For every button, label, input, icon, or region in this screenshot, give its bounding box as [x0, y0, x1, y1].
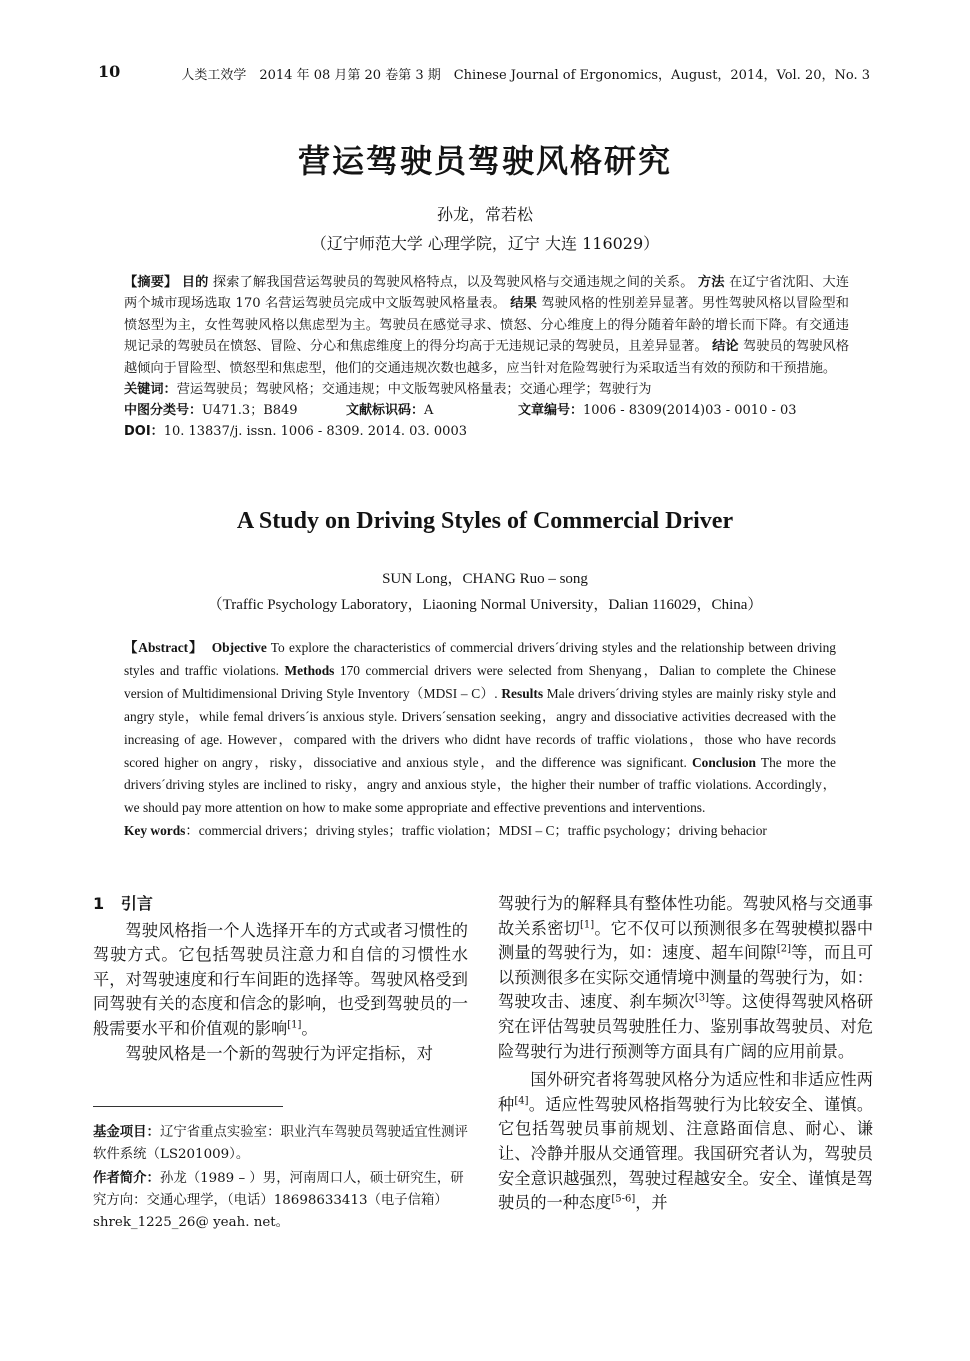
paragraph: [93, 919, 468, 1042]
doi-value: 10. 13837/j. issn. 1006 - 8309. 2014. 03. 0003: [163, 424, 467, 440]
doi-label: DOI：: [124, 424, 164, 440]
journal-info: 人类工效学 2014 年 08 月第 20 卷第 3 期 Chinese Journal of Ergonomics，August，2014，Vol. 20，No. 3: [181, 68, 870, 83]
fund-text: 辽宁省重点实验室：职业汽车驾驶员驾驶适宜性测评软件系统（LS201009）。: [93, 1125, 468, 1162]
conclusion-en: The more the drivers´driving styles are inclined to risky，angry and anxious style，the higher their number of traffic violations. Accordingly，we should pay more attention on how to make some appropriate and effective preventions and interventions.: [124, 754, 836, 816]
objective-en: To explore the characteristics of commercial drivers´driving styles and the relationship between driving styles and traffic violations.: [124, 640, 836, 678]
keywords-cn: [124, 379, 849, 400]
citation: [1]: [287, 1019, 302, 1031]
authors-chinese: 孙龙，常若松: [436, 205, 533, 224]
clc-value: U471.3；B849: [202, 403, 298, 419]
article-no-label: 文章编号：: [518, 403, 584, 419]
fund-label: 基金项目：: [93, 1125, 160, 1140]
authors-english: SUN Long，CHANG Ruo – song: [382, 571, 588, 587]
objective-cn: 探索了解我国营运驾驶员的驾驶风格特点，以及驾驶风格与交通违规之间的关系。: [212, 275, 694, 290]
paragraph-text: 国外研究者将驾驶风格分为适应性和非适应性两种: [498, 1070, 873, 1114]
author-label: 作者简介：: [93, 1171, 160, 1186]
abstract-english: [124, 637, 836, 843]
methods-cn-label: 方法: [697, 275, 725, 290]
author-text: 孙龙（1989 – ）男，河南周口人，硕士研究生，研究方向：交通心理学，（电话）18698633413（电子信箱）shrek_1225_26@ yeah. net。: [93, 1171, 464, 1230]
objective-cn-label: 目的: [181, 275, 209, 290]
page-number: 10: [98, 62, 121, 81]
article-no-value: 1006 - 8309(2014)03 - 0010 - 03: [583, 403, 797, 419]
body-column-left: [93, 892, 468, 1066]
doc-code-label: 文献标识码：: [346, 403, 425, 419]
paragraph-text: 驾驶风格是一个新的驾驶行为评定指标，对: [125, 1043, 433, 1063]
paragraph: [93, 1042, 468, 1067]
conclusion-cn: 驾驶员的驾驶风格越倾向于冒险型、愤怒型和焦虑型，他们的交通违规次数也越多，应当针对危险驾驶行为采取适当有效的预防和干预措施。: [124, 339, 850, 376]
section-heading: [93, 892, 468, 917]
paragraph: [498, 1068, 873, 1216]
footnote-divider: [93, 1106, 283, 1107]
paragraph-text: 驾驶风格指一个人选择开车的方式或者习惯性的驾驶方式。它包括驾驶员注意力和自信的习惯性水平，对驾驶速度和行车间距的选择等。驾驶风格受到同驾驶有关的态度和信念的影响，也受到驾驶员的一般需要水平和价值观的影响: [93, 920, 468, 1038]
section-number: 1: [93, 894, 105, 913]
results-en: Male drivers´driving styles are mainly risky style and angry style，while femal drivers´is anxious style. Drivers´sensation seeking，angry and dissociative activities decreased with the increasing of age. However，compared with the drivers who didnt have records of traffic violations，those who have records scored higher on angry，risky，dissociative and anxious style，and the difference was significant.: [124, 685, 836, 770]
doi-row: [124, 421, 849, 442]
methods-en: 170 commercial drivers were selected from Shenyang，Dalian to complete the Chinese version of Multidimensional Driving Style Inventory（MDSI – C）.: [124, 662, 836, 701]
paragraph: [498, 892, 873, 1064]
keywords-en-label: Key words: [124, 823, 186, 839]
abstract-chinese: [124, 272, 849, 442]
footnotes: [93, 1122, 468, 1236]
results-en-label: Results: [501, 685, 544, 701]
affiliation-chinese: （辽宁师范大学 心理学院，辽宁 大连 116029）: [310, 234, 660, 253]
paragraph-text: 等。这使得驾驶风格研究在评估驾驶员驾驶胜任力、鉴别事故驾驶员、对危险驾驶行为进行预测等方面具有广阔的应用前景。: [498, 992, 874, 1061]
title-chinese: 营运驾驶员驾驶风格研究: [297, 142, 672, 180]
paragraph-text: 。它不仅可以预测很多在驾驶模拟器中测量的驾驶行为，如：速度、超车间隙: [498, 918, 874, 963]
results-cn: 驾驶风格的性别差异显著。男性驾驶风格以冒险型和愤怒型为主，女性驾驶风格以焦虑型为主。驾驶员在感觉寻求、愤怒、分心维度上的得分随着年龄的增长而下降。有交通违规记录的驾驶员在愤怒、冒险、分心和焦虑维度上的得分均高于无违规记录的驾驶员，且差异显著。: [124, 296, 849, 355]
citation: [4]: [514, 1095, 529, 1107]
title-english: A Study on Driving Styles of Commercial Driver: [236, 508, 734, 534]
citation: [5-6]: [611, 1193, 636, 1205]
abstract-en-text: [124, 637, 836, 820]
abstract-cn-label: 【摘要】: [124, 275, 178, 290]
conclusion-cn-label: 结论: [712, 339, 739, 355]
clc-label: 中图分类号：: [124, 403, 203, 419]
citation: [1]: [580, 919, 595, 931]
keywords-en-text: ：commercial drivers；driving styles；traffic violation；MDSI – C；traffic psychology；driving behacior: [185, 823, 767, 839]
abstract-en-label: 【Abstract】: [124, 640, 204, 655]
body-column-right: [498, 892, 873, 1216]
paragraph-text: 。: [301, 1018, 318, 1038]
author-note: [93, 1168, 468, 1234]
conclusion-en-label: Conclusion: [691, 754, 756, 770]
page-header: [0, 62, 970, 86]
doc-code-value: A: [424, 403, 434, 419]
methods-cn: 在辽宁省沈阳、大连两个城市现场选取 170 名营运驾驶员完成中文版驾驶风格量表。: [124, 275, 850, 312]
section-title: 引言: [120, 894, 153, 913]
objective-en-label: Objective: [211, 640, 267, 655]
fund-note: [93, 1122, 468, 1166]
paragraph-text: 等，而且可以预测很多在实际交通情境中测量的驾驶行为，如：驾驶攻击、速度、刹车频次: [498, 943, 874, 1012]
classification-row: [124, 400, 849, 421]
paragraph-text: ，并: [635, 1193, 668, 1213]
affiliation-english: （Traffic Psychology Laboratory，Liaoning Normal University，Dalian 116029，China）: [207, 597, 763, 613]
methods-en-label: Methods: [284, 662, 335, 678]
paragraph-text: 驾驶行为的解释具有整体性功能。驾驶风格与交通事故关系密切: [498, 894, 873, 938]
results-cn-label: 结果: [510, 296, 538, 312]
keywords-cn-label: 关键词：: [124, 382, 177, 398]
citation: [2]: [776, 943, 791, 955]
citation: [3]: [694, 992, 709, 1004]
keywords-cn-text: 营运驾驶员；驾驶风格；交通违规；中文版驾驶风格量表；交通心理学；驾驶行为: [176, 382, 652, 398]
abstract-cn-text: [124, 272, 849, 379]
paragraph-text: 。适应性驾驶风格指驾驶行为比较安全、谨慎。它包括驾驶员事前规划、注意路面信息、耐心、谦让、冷静并服从交通管理。我国研究者认为，驾驶员安全意识越强烈，驾驶过程越安全。安全、谨慎是驾驶员的一种态度: [498, 1094, 874, 1213]
keywords-en: [124, 820, 836, 843]
